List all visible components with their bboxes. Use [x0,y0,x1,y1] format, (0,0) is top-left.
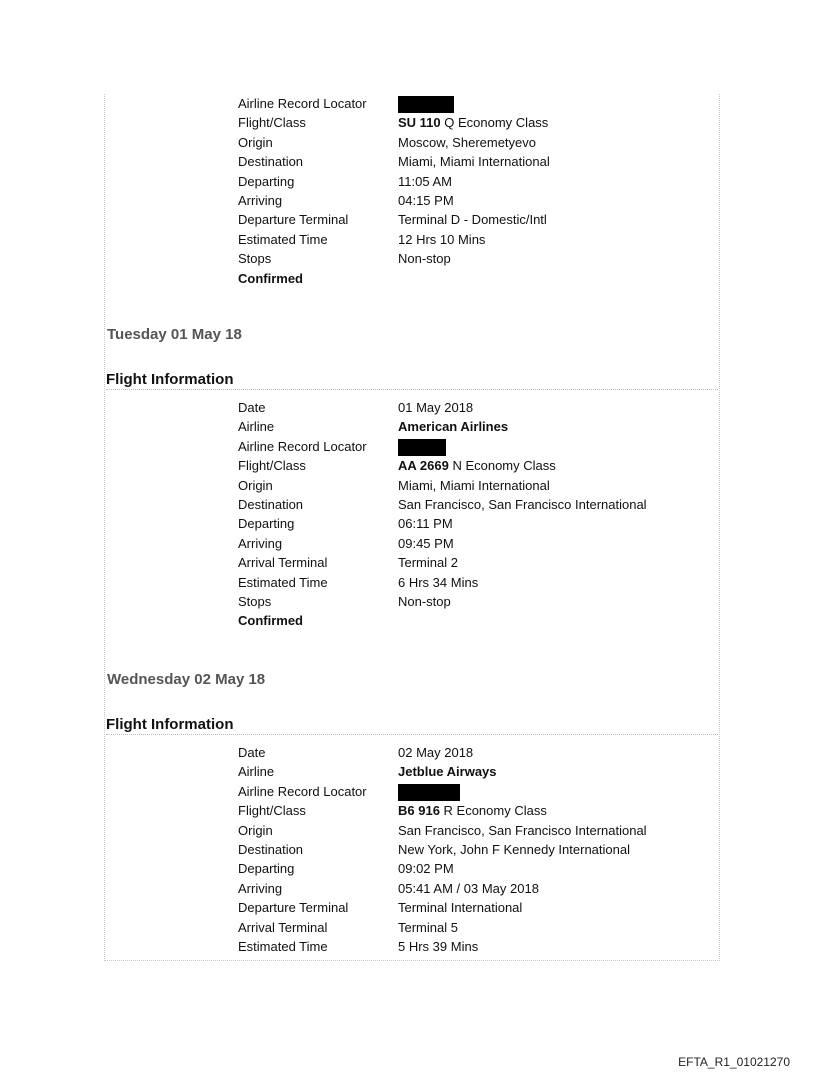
detail-value [398,573,478,592]
detail-row [238,801,698,820]
section-title-flight-information: Flight Information [106,716,718,735]
detail-value [398,514,453,533]
detail-value [398,113,548,132]
detail-value [398,476,550,495]
detail-label: Destination [238,154,304,170]
detail-row [238,456,698,475]
detail-value-text: Non-stop [398,593,451,609]
detail-row [238,249,698,268]
detail-row [238,821,698,840]
detail-value-text: San Francisco, San Francisco International [398,496,647,512]
detail-value-text: Moscow, Sheremetyevo [398,134,537,150]
booking-status: Confirmed [238,613,303,629]
detail-row [238,495,698,514]
detail-row [238,553,698,572]
detail-value-text: Terminal D - Domestic/Intl [398,212,547,228]
detail-label: Stops [238,593,272,609]
detail-label: Origin [238,477,273,493]
detail-label: Airline [238,764,275,780]
detail-value-text: 09:45 PM [398,535,454,551]
detail-row [238,743,698,762]
detail-value-text: 06:11 PM [398,516,453,532]
detail-value-bold: SU 110 [398,115,441,131]
detail-label: Arriving [238,880,283,896]
detail-value [398,879,539,898]
booking-status: Confirmed [238,270,303,286]
day-heading: Wednesday 02 May 18 [107,671,266,688]
detail-label: Destination [238,496,304,512]
detail-label: Flight/Class [238,803,306,819]
detail-row [238,762,698,781]
detail-label: Origin [238,822,273,838]
detail-value-text: 12 Hrs 10 Mins [398,231,486,247]
detail-label: Airline [238,419,275,435]
detail-value-text: Terminal 5 [398,919,458,935]
detail-value [398,821,647,840]
detail-value-text: 6 Hrs 34 Mins [398,574,479,590]
detail-label: Estimated Time [238,938,328,954]
detail-label: Flight/Class [238,458,306,474]
status-row [238,269,698,288]
detail-value [398,94,454,113]
detail-value [398,133,536,152]
detail-label: Departing [238,516,295,532]
detail-row [238,94,698,113]
detail-label: Date [238,400,266,415]
detail-value-text: New York, John F Kennedy International [398,841,630,857]
detail-value-text: Terminal International [398,900,523,916]
detail-value-text: Miami, Miami International [398,154,550,170]
detail-row [238,398,698,417]
detail-row [238,152,698,171]
detail-value-text: 11:05 AM [398,173,452,189]
detail-value [398,840,630,859]
redaction-bar [398,784,460,801]
detail-row [238,230,698,249]
detail-label: Departure Terminal [238,900,349,916]
detail-value [398,398,473,417]
detail-label: Airline Record Locator [238,783,367,799]
detail-value-text: 01 May 2018 [398,400,474,415]
detail-value [398,437,446,456]
detail-row [238,534,698,553]
detail-value [398,782,460,801]
detail-value [398,249,451,268]
detail-value [398,918,458,937]
detail-value [398,553,458,572]
detail-row [238,437,698,456]
detail-label: Departing [238,173,295,189]
detail-label: Airline Record Locator [238,96,367,111]
detail-value [398,743,473,762]
detail-value [398,172,452,191]
detail-row [238,918,698,937]
detail-value [398,859,454,878]
document-id: EFTA_R1_01021270 [678,1055,790,1069]
detail-label: Destination [238,841,304,857]
detail-value-bold: B6 916 [398,803,440,819]
detail-label: Stops [238,251,272,267]
detail-value [398,417,508,436]
detail-label: Departure Terminal [238,212,349,228]
detail-row [238,133,698,152]
detail-value [398,762,497,781]
detail-value-bold: AA 2669 [398,458,449,474]
detail-row [238,840,698,859]
detail-row [238,113,698,132]
detail-row [238,937,698,956]
detail-row [238,476,698,495]
detail-label: Origin [238,134,273,150]
detail-value-text: San Francisco, San Francisco International [398,822,647,838]
detail-value [398,937,478,956]
detail-label: Estimated Time [238,574,328,590]
detail-value [398,898,522,917]
detail-row [238,592,698,611]
detail-value-text: 5 Hrs 39 Mins [398,938,479,954]
detail-row [238,782,698,801]
detail-row [238,191,698,210]
detail-row [238,172,698,191]
detail-row [238,417,698,436]
detail-row [238,898,698,917]
detail-label: Estimated Time [238,231,328,247]
detail-value-text: R Economy Class [439,803,547,819]
detail-value-text: 09:02 PM [398,861,454,877]
detail-row [238,859,698,878]
detail-value [398,210,547,229]
flight-details-segment-3 [238,743,698,956]
detail-label: Arrival Terminal [238,555,328,571]
flight-details-segment-2 [238,398,698,631]
detail-value [398,495,647,514]
detail-value-text: 05:41 AM / 03 May 2018 [398,880,539,896]
detail-value [398,456,556,475]
detail-label: Arriving [238,192,283,208]
detail-value-text: N Economy Class [448,458,556,474]
detail-value [398,152,550,171]
detail-row [238,879,698,898]
flight-details-segment-1 [238,94,698,288]
detail-value [398,534,454,553]
detail-row [238,514,698,533]
detail-value-text: 02 May 2018 [398,745,474,760]
status-row [238,611,698,630]
detail-value-text: Terminal 2 [398,555,458,571]
detail-value [398,592,451,611]
detail-value [398,230,485,249]
detail-label: Airline Record Locator [238,438,367,454]
redaction-bar [398,439,446,456]
detail-value-bold: Jetblue Airways [398,764,497,780]
redaction-bar [398,96,454,113]
detail-label: Arriving [238,535,283,551]
detail-value-bold: American Airlines [398,419,509,435]
detail-row [238,210,698,229]
detail-value-text: Q Economy Class [440,115,549,131]
detail-label: Date [238,745,266,760]
section-title-flight-information: Flight Information [106,371,718,390]
detail-value [398,191,454,210]
detail-row [238,573,698,592]
detail-label: Flight/Class [238,115,306,131]
detail-value-text: 04:15 PM [398,192,454,208]
detail-value-text: Miami, Miami International [398,477,550,493]
detail-label: Departing [238,861,295,877]
detail-value [398,801,547,820]
detail-value-text: Non-stop [398,251,451,267]
day-heading: Tuesday 01 May 18 [107,326,242,343]
detail-label: Arrival Terminal [238,919,328,935]
